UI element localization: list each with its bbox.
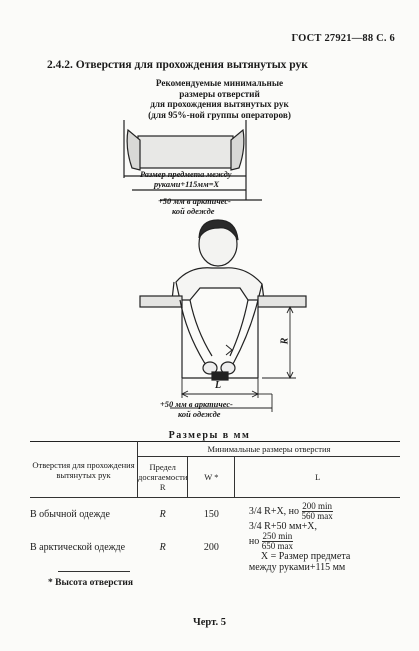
units-label: Размеры в мм [168, 430, 251, 441]
caption-line: размеры отверстий [179, 88, 260, 99]
row-L-min: 250 min [262, 531, 293, 541]
caption-line: Рекомендуемые минимальные [155, 78, 284, 88]
row-L [235, 521, 400, 573]
arctic-top-label [158, 197, 231, 217]
col-W-header [188, 457, 235, 498]
row-L-formula: 3/4 R+50 мм+X, [248, 521, 317, 532]
group-header-text: Минимальные размеры отверстия [207, 444, 331, 454]
arctic-top-line: +50 мм в арктичес- [158, 197, 231, 206]
group-header [138, 442, 401, 457]
caption-line: для прохождения вытянутых рук [150, 99, 289, 109]
operator-drawing [140, 220, 306, 380]
dimension-lines [170, 307, 296, 412]
footnote: * Высота отверстия [48, 578, 134, 588]
row-L-max: 560 max [301, 511, 333, 521]
table-row [30, 498, 400, 522]
col-R-header [138, 457, 188, 498]
row-label: В арктической одежде [30, 541, 126, 553]
box-size-line: руками+115мм=X [154, 180, 220, 189]
row-R: R [159, 509, 166, 520]
figure-number: Черт. 5 [193, 617, 226, 628]
col-L-header-text: L [315, 472, 321, 482]
arctic-top-line: кой одежде [172, 207, 215, 216]
row-L-note: между руками+115 мм [248, 562, 346, 573]
footnote-divider [58, 571, 130, 572]
arctic-bottom-line: +50 мм в арктичес- [160, 400, 233, 409]
row-R: R [159, 541, 166, 553]
col-opening-header [30, 442, 138, 498]
caption-line: (для 95%-ной группы операторов) [148, 109, 291, 120]
row-label: В обычной одежде [30, 509, 110, 520]
box-size-label [140, 170, 231, 190]
dimension-R-label: R [279, 337, 291, 345]
col-R-header-text: Предел досягаемости R [138, 462, 188, 492]
row-W: 200 [203, 541, 219, 553]
row-L [235, 498, 400, 522]
col-W-header-text: W * [204, 472, 219, 482]
row-L-prefix: 3/4 R+X, но [248, 505, 300, 517]
row-L-max: 650 max [261, 541, 293, 551]
section-title: 2.4.2. Отверстия для прохождения вытянутых рук [47, 59, 308, 71]
page-header: ГОСТ 27921—88 С. 6 [291, 33, 395, 44]
col-opening-header-text: Отверстия для прохождения вытянутых рук [32, 459, 135, 480]
row-L-prefix: но [248, 535, 260, 547]
col-L-header [235, 457, 400, 498]
row-L-fraction [302, 502, 333, 521]
row-L-note: X = Размер предмета [260, 551, 351, 562]
dimensions-table [30, 441, 400, 573]
box-size-line: Размер предмета между [140, 170, 232, 179]
table-row [30, 521, 400, 573]
row-L-fraction [262, 532, 293, 551]
row-W: 150 [203, 509, 219, 520]
arctic-bottom-label [160, 400, 233, 420]
arctic-bottom-line: кой одежде [178, 410, 221, 419]
dimension-L-label: L [215, 380, 222, 391]
row-L-min: 200 min [302, 501, 333, 511]
